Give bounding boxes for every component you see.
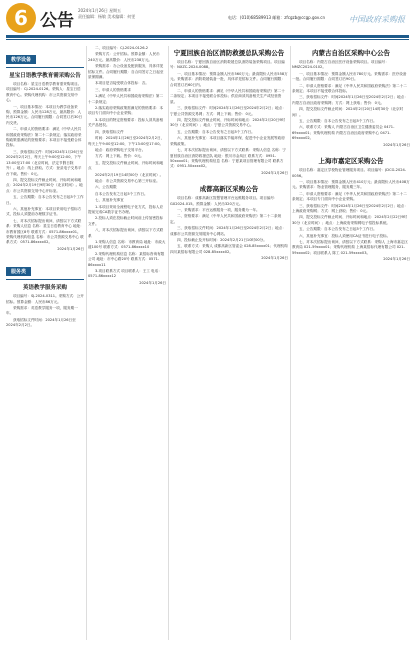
column-divider xyxy=(86,46,87,640)
paragraph: 二、申请人的资格要求：满足《中华人民共和国政府采购法》第二十二条规定；落实政府采购政策需满足的资格要求；本项目不接受联合体投标。 xyxy=(6,127,82,148)
paragraph: 一、项目基本情况：预算金额人民币560万元；最高限价人民币558万元。采购需求：消防救援装备一批，具体详见招标文件。合同履行期限：合同签订后60日内。 xyxy=(170,71,288,87)
paragraph: 2.采购代理机构信息 名称：某招标咨询有限公司 地址：市中心路20号 联系方式：0571-86xxxx11 xyxy=(88,251,165,267)
category-tag: 教学设备 xyxy=(6,55,36,64)
paragraph: 三、获取招标文件：时间2024年1月26日至2024年2月2日；地点：上海政府采购网；方式：网上获取；售价：0元。 xyxy=(292,203,408,213)
paragraph: 七、对本次招标提出询问，请按以下方式联系：采购人信息 名称：宁夏回族自治区消防救援总队 地址：银川市金凤区 联系方式：0951-50xxxx01；采购代理机构信息 名称：宁夏某项目管理有限公司 联系方式：0951-50xxxx02。 xyxy=(170,148,286,169)
paragraph: 2024年2月19日14时00分（北京时间）。 xyxy=(95,172,164,177)
paragraph: 七、对本次招标提出询问，请按以下方式联系：采购人信息 名称：星宝日语教育中心 地址：市教育园区8号 联系方式：0571-86xxxx01。采购代理机构信息 名称：市公共资源交易中心 联系方式：0571-86xxxx02。 xyxy=(6,218,84,245)
paragraph: 2.投标人须在投标截止时间前上传加密投标文件。 xyxy=(88,216,164,226)
paragraph: 二、资格要求：满足《中华人民共和国政府采购法》第二十二条规定。 xyxy=(170,214,282,224)
column-3 xyxy=(170,46,288,640)
paragraph: 自本公告发布之日起5个工作日。 xyxy=(95,191,148,196)
paragraph: 三、获取招标文件时间：2024年1月26日至2024年2月2日；地点：成都市公共资源交易服务中心网站。 xyxy=(170,226,286,236)
paragraph: 三、申请人的资格要求 xyxy=(95,87,131,92)
editor-line: 责任编辑：杨敏 美术编辑：何雯 xyxy=(78,14,136,19)
article-title: 星宝日语教学教育需采购公告 xyxy=(9,73,81,79)
paragraph: 采购方式：公开招标。预算金额：人民币240万元。最高限价：人民币238万元。 xyxy=(88,52,160,62)
article-body xyxy=(292,60,410,142)
date-line: 2024年1月26日 星期五 xyxy=(78,8,122,13)
paragraph: 六、其他补充事宜：投标人须使用CA证书进行电子投标。 xyxy=(299,233,391,238)
paragraph: 项目编号：SJ-2024-0311。采购方式：公开招标。预算金额：人民币86万元。 xyxy=(6,294,84,304)
paragraph: 七、其他补充事宜 xyxy=(95,198,124,203)
article-date: 2024年1月26日 xyxy=(261,256,288,261)
category-tag-bar xyxy=(6,46,84,68)
paragraph: 八、对本次招标提出询问，请按以下方式联系 xyxy=(88,228,164,238)
header-rule xyxy=(6,35,409,38)
paragraph: 3.项目联系方式 项目联系人：王工 电话：0571-86xxxx12 xyxy=(88,269,162,279)
paragraph: 地点：政府采购电子交易平台。 xyxy=(95,147,146,152)
paragraph: 四、提交投标文件截止时间、开标时间和地点：2024年2月22日9时30分（北京时间）；地点：上海政府采购网电子招投标系统。 xyxy=(292,215,408,225)
article-date: 2024年1月26日 xyxy=(57,246,84,251)
article-title: 内蒙古自治区采购中心公告 xyxy=(312,49,390,57)
paragraph: 三、获取招标文件：时间2024年1月26日至2024年2月2日；地点：宁夏公共资源交易网；方式：网上下载；售价：0元。 xyxy=(170,106,286,116)
paragraph: 地点：市公共资源交易中心第三开标室。 xyxy=(95,178,160,183)
paragraph: 五、公告期限：自本公告发布之日起5个工作日。 xyxy=(6,195,84,205)
paragraph: 五、公告期限：自本公告发布之日起5个工作日。 xyxy=(177,129,255,134)
paragraph: 四、提交投标文件截止时间：2024年2月20日14时30分（北京时间）。 xyxy=(292,107,404,117)
article-title: 上海市嘉定区采购公告 xyxy=(318,157,384,166)
paragraph: 时间：2024年1月26日至2024年2月2日，每天上午9:00至12:00，下午13:00至17:00。 xyxy=(88,136,165,146)
paragraph: 二、申请人资格要求：满足《中华人民共和国政府采购法》第二十二条规定；本项目不接受联合体投标。 xyxy=(292,83,407,94)
article-date: 2024年1月26日 xyxy=(383,142,410,147)
paragraph: 四、提交投标文件截止时间、开标时间和地点：2024年2月19日9时30分（北京时间）。地点：市公共资源交易中心开标室。 xyxy=(6,177,83,193)
column-4 xyxy=(292,46,410,640)
article-body xyxy=(6,82,84,246)
paragraph: 六、其他补充事宜：本项目采用电子招标方式，投标人须提前办理数字证书。 xyxy=(6,206,82,217)
paragraph: 五、提交投标文件截止时间、开标时间和地点 xyxy=(88,160,164,171)
column-divider xyxy=(290,46,291,640)
paragraph: 采购需求：英语教学服务一项，服务期一年。 xyxy=(6,306,78,316)
paragraph: 四、提交投标文件截止时间、开标时间和地点：2024年2月20日9时30分（北京时间）；地点：宁夏公共资源交易中心。 xyxy=(170,118,286,128)
paragraph: 获取招标文件时间：2024年1月26日至2024年2月2日。 xyxy=(6,317,76,328)
paragraph: 一、项目基本情况：本项目为教学设备采购，预算金额：人民币128万元，最高限价：人民币126万元。合同履行期限：合同签订后30日内交货。 xyxy=(6,104,83,125)
article-title: 宁夏回族自治区消防救援总队采购公告 xyxy=(173,49,285,57)
category-tag: 服务类 xyxy=(6,267,31,276)
article-title: 成都高新区采购公告 xyxy=(199,185,259,194)
paragraph: 方式：网上下载。售价：0元。 xyxy=(95,154,145,159)
paragraph: 1.满足《中华人民共和国政府采购法》第二十二条规定； xyxy=(88,94,164,104)
paragraph: 七、对本次招标提出询问，请按以下方式联系：采购人 上海市嘉定区教育局 021-59xxxx01；采购代理机构 上海某招标代理有限公司 021-59xxxx02；项目联系人 陈工 021-59xxxx03。 xyxy=(292,239,408,255)
paragraph: 本项目是否接受联合体投标：否。 xyxy=(95,81,149,86)
paragraph: 项目名称：嘉定区学校物业管理服务项目。项目编号：JDCG-2024-0056。 xyxy=(292,168,407,178)
header-rule-thin xyxy=(6,39,409,40)
article-date: 2024年1月26日 xyxy=(261,170,288,175)
page-header xyxy=(0,0,415,44)
section-title: 公告 xyxy=(40,11,74,31)
column-divider xyxy=(168,46,169,640)
paragraph: 五、公告期限：自本公告发布之日起5个工作日。 xyxy=(299,119,377,124)
article-date: 2024年1月26日 xyxy=(383,257,410,262)
paragraph: 项目名称：内蒙古自治区医疗设备采购项目。项目编号：NMZC2024-0102。 xyxy=(292,60,389,70)
article-date: 2024年1月26日 xyxy=(139,280,166,285)
paragraph: 项目名称：成都高新区智慧管理平台运维服务项目。项目编号：GX2024-015。预算金额：人民币320万元。 xyxy=(170,196,278,206)
column-1 xyxy=(6,46,84,640)
contact-line: 电话：(010)68589913 邮箱：zfcgzb@ccgp.gov.cn xyxy=(227,15,325,20)
paragraph: 采购需求：办公设备及配套服务，具体详见招标文件。合同履行期限：自合同签订之日起至质保期满。 xyxy=(88,64,164,80)
paragraph: 四、获取招标文件 xyxy=(95,129,124,134)
paragraph: 1.采购人信息 名称：市教育局 地址：市政大道100号 联系方式：0571-86xxxx10 xyxy=(88,240,166,250)
column-2 xyxy=(88,46,166,640)
paragraph: 二、申请人的资格要求：满足《中华人民共和国政府采购法》第二十二条规定；本项目不接受联合体投标；供应商须具备相关生产或经营资质。 xyxy=(170,89,285,104)
paragraph: 一、项目基本情况：预算金额人民币410万元；最高限价人民币408万元。采购需求：物业管理服务，服务期三年。 xyxy=(292,179,410,190)
paragraph: 3.本项目的特定资格要求：投标人须具备相关产品授权。 xyxy=(88,117,164,128)
paragraph: 五、联系方式：采购人 成都高新区管委会 028-85xxxx01；代理机构 四川某招标有限公司 028-85xxxx02。 xyxy=(170,244,288,254)
paragraph: 项目名称：星宝日语教学教育需采购项目。项目编号：CJ-2024-0126。采购人：星宝日语教育中心。采购代理机构：市公共资源交易中心。 xyxy=(6,82,82,103)
page-number: 6 xyxy=(6,3,36,33)
paragraph: 一、采购需求：平台运维服务一项，服务期为一年。 xyxy=(177,207,260,212)
paragraph: 二、项目编号：CJ-2024-0126-2 xyxy=(95,46,149,50)
article-body xyxy=(6,294,84,328)
article-body xyxy=(170,196,288,255)
article-title: 英语教学服务采购 xyxy=(22,285,67,292)
paragraph: 二、申请人资格要求：满足《中华人民共和国政府采购法》第二十二条规定；本项目专门面向中小企业采购。 xyxy=(292,191,407,202)
paragraph: 一、项目基本情况：预算金额人民币780万元。采购需求：医疗设备一批。合同履行期限：合同签订后90日。 xyxy=(292,71,407,82)
paragraph: 四、投标截止及开标时间：2024年2月21日10时00分。 xyxy=(177,237,267,242)
paragraph: 五、公告期限：自本公告发布之日起5个工作日。 xyxy=(299,227,377,232)
article-body xyxy=(170,60,288,170)
article-body xyxy=(292,168,410,256)
category-tag-bar xyxy=(6,258,84,280)
article-body xyxy=(88,46,166,280)
paragraph: 六、公告期限 xyxy=(95,185,117,190)
brand-logo: 中国政府采购报 xyxy=(349,15,405,24)
paragraph: 2.落实政府采购政策需满足的资格要求：本项目专门面向中小企业采购； xyxy=(88,106,164,116)
paragraph: 六、其他补充事宜：本项目落实节能环保、促进中小企业发展等政府采购政策。 xyxy=(170,136,285,146)
paragraph: 六、联系方式：采购人 内蒙古自治区卫生健康委员会 0471-69xxxx01；采购代理机构 内蒙古自治区政府采购中心 0471-69xxxx02。 xyxy=(292,125,395,141)
paragraph: 三、获取招标文件：时间2024年1月26日至2024年2月2日；地点：内蒙古自治区政府采购网；方式：网上获取；售价：0元。 xyxy=(292,95,408,105)
paragraph: 1.本项目采用全流程电子化方式，投标人应提前完成CA数字证书办理。 xyxy=(88,204,164,214)
paragraph: 项目名称：宁夏回族自治区消防救援总队消防装备采购项目。项目编号：NXZC-2024-0088。 xyxy=(170,60,285,70)
paragraph: 三、获取招标文件：时间2024年1月26日至2024年2月2日，每天上午9:00至12:00，下午13:00至17:00（北京时间，法定节假日除外）。地点：线上获取。方式：登录电子交易平台下载。售价：0元。 xyxy=(6,149,83,176)
